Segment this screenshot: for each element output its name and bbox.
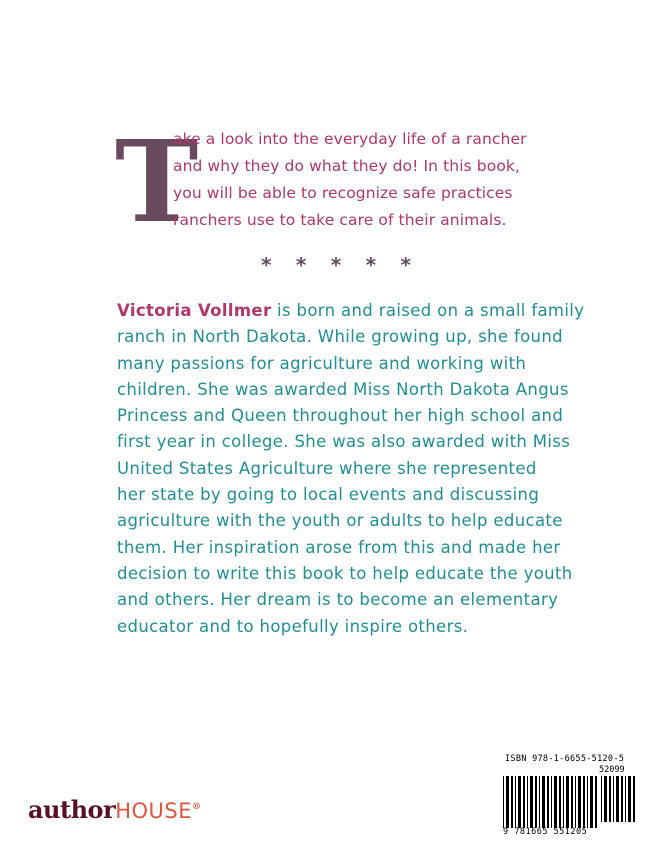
bio-line: first year in college. She was also awarded with Miss	[117, 432, 571, 452]
publisher-logo	[28, 795, 200, 824]
addon-barcode-bars	[601, 776, 637, 822]
intro-line: ake a look into the everyday life of a rancher	[173, 130, 527, 148]
drop-cap: T	[115, 117, 197, 248]
bio-line: agriculture with the youth or adults to help educate	[117, 511, 563, 531]
bio-line	[117, 298, 585, 324]
publisher-logo-part1: author	[28, 795, 116, 824]
bio-line: decision to write this book to help educate the youth	[117, 563, 573, 583]
bio-line: children. She was awarded Miss North Dakota Angus	[117, 379, 569, 399]
ean-digits: 9 781665 551205	[503, 827, 588, 837]
divider-star: *	[261, 253, 272, 277]
bio-line: educator and to hopefully inspire others.	[117, 616, 469, 636]
author-bio	[117, 298, 585, 640]
intro-line: ranchers use to take care of their animals.	[173, 211, 507, 229]
publisher-logo-part2: HOUSE	[115, 799, 192, 823]
intro-line: you will be able to recognize safe practices	[173, 184, 513, 202]
bio-line: them. Her inspiration arose from this and made her	[117, 537, 561, 557]
divider-star: *	[330, 253, 342, 277]
isbn-text: ISBN 978-1-6655-5120-5	[505, 754, 625, 764]
bio-line: Princess and Queen throughout her high school and	[117, 406, 564, 426]
bio-line: United States Agriculture where she represented	[117, 458, 537, 478]
bio-line: many passions for agriculture and working with	[117, 353, 527, 373]
divider-star: *	[400, 253, 411, 277]
divider-star: *	[295, 253, 307, 277]
bio-line: ranch in North Dakota. While growing up, she found	[117, 327, 564, 347]
bio-line: and others. Her dream is to become an elementary	[117, 590, 559, 610]
author-name: Victoria Vollmer	[117, 301, 272, 320]
intro-line: and why they do what they do! In this book,	[173, 157, 521, 175]
registered-mark: ®	[191, 802, 201, 812]
bio-text: is born and raised on a small family	[271, 301, 585, 320]
price-code: 52099	[599, 765, 625, 775]
section-divider	[261, 253, 411, 277]
divider-star: *	[365, 253, 377, 277]
ean-barcode-bars	[503, 776, 597, 828]
bio-line: her state by going to local events and discussing	[117, 485, 540, 505]
isbn-barcode	[503, 754, 638, 839]
